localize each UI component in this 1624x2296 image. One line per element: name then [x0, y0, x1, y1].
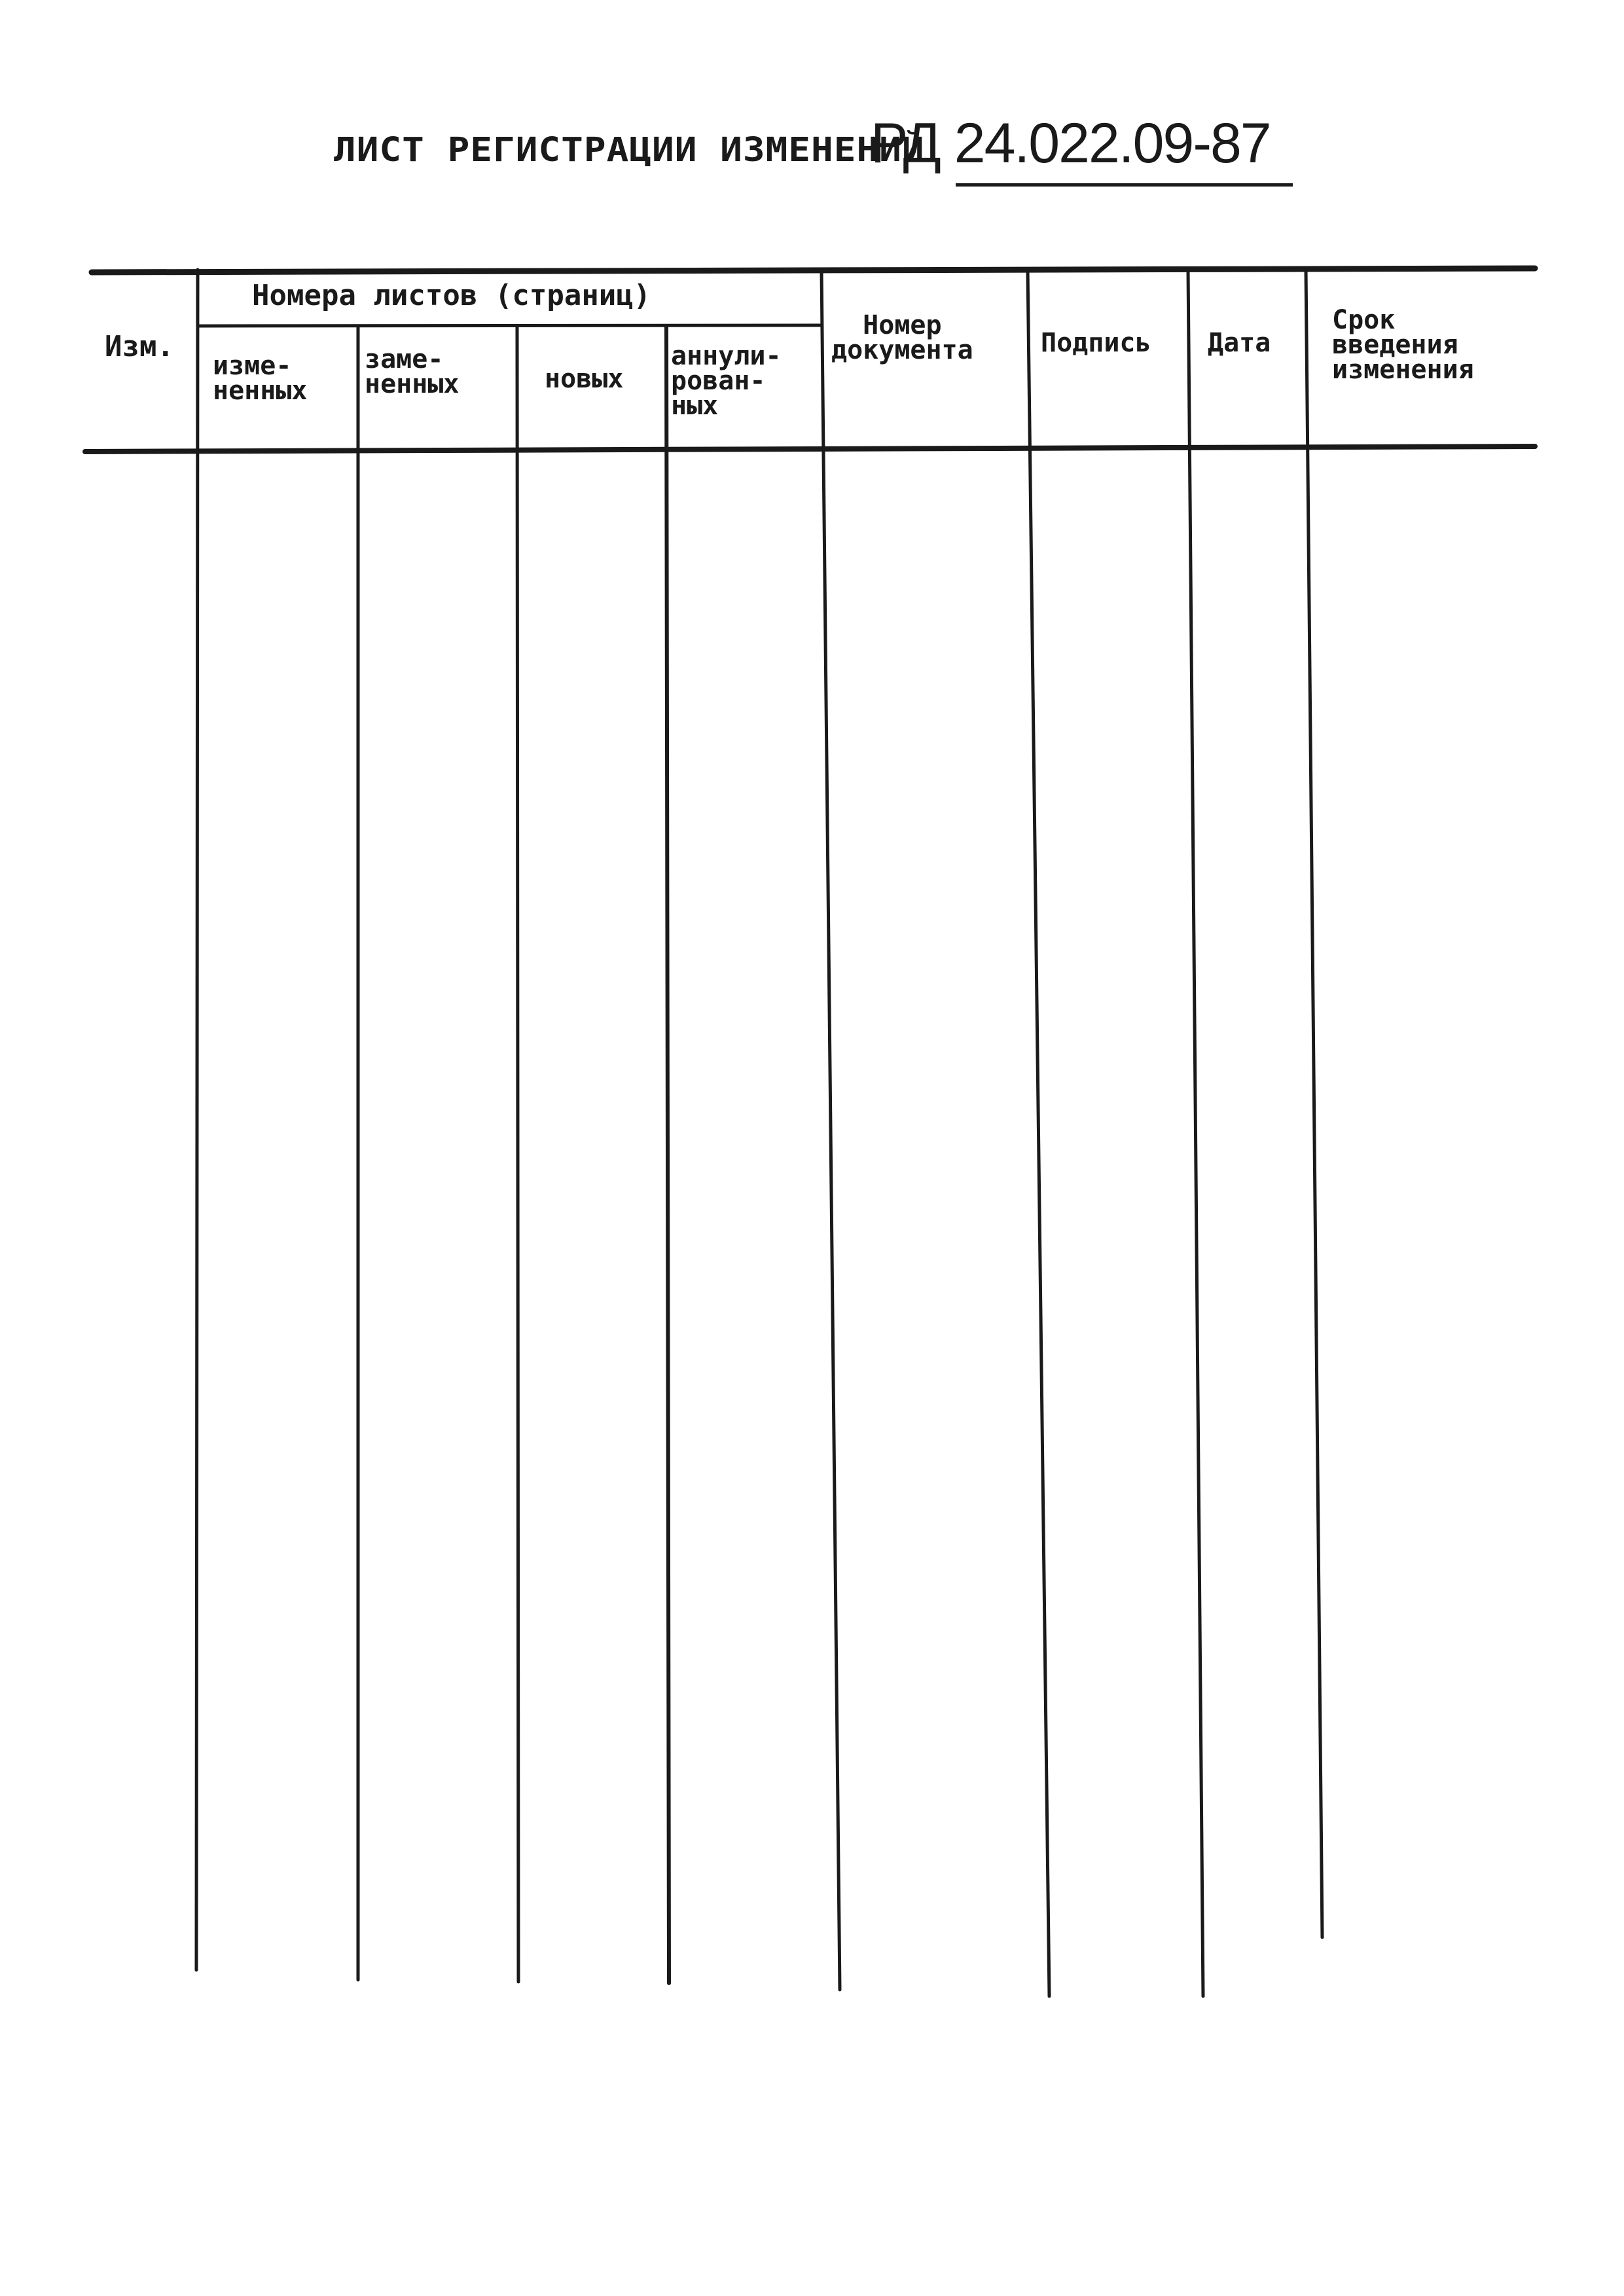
column-line-6	[1028, 270, 1049, 1996]
column-line-3	[517, 326, 518, 1982]
header-document-number: Номер документа	[831, 310, 973, 365]
header-changed: изме- ненных	[213, 351, 308, 406]
column-line-4	[666, 326, 669, 1983]
header-change-no: Изм.	[105, 330, 174, 363]
header-bottom-border	[85, 446, 1535, 452]
document-code: РД 24.022.09-87	[871, 112, 1271, 175]
header-new: новых	[545, 364, 624, 394]
column-line-5	[821, 270, 840, 1990]
column-line-7	[1188, 270, 1203, 1996]
header-cancelled: аннули- рован- ных	[671, 341, 782, 421]
column-line-8	[1306, 270, 1322, 1937]
group-header-divider	[198, 325, 821, 326]
table-top-border	[92, 268, 1535, 272]
header-sheet-numbers-group: Номера листов (страниц)	[252, 279, 651, 312]
column-line-1	[196, 270, 198, 1970]
title-text: ЛИСТ РЕГИСТРАЦИИ ИЗМЕНЕНИЙ	[334, 131, 925, 170]
header-effective-date: Срок введения изменения	[1332, 305, 1474, 385]
header-replaced: заме- ненных	[365, 344, 460, 399]
header-signature: Подпись	[1041, 328, 1151, 358]
header-date: Дата	[1208, 328, 1271, 358]
